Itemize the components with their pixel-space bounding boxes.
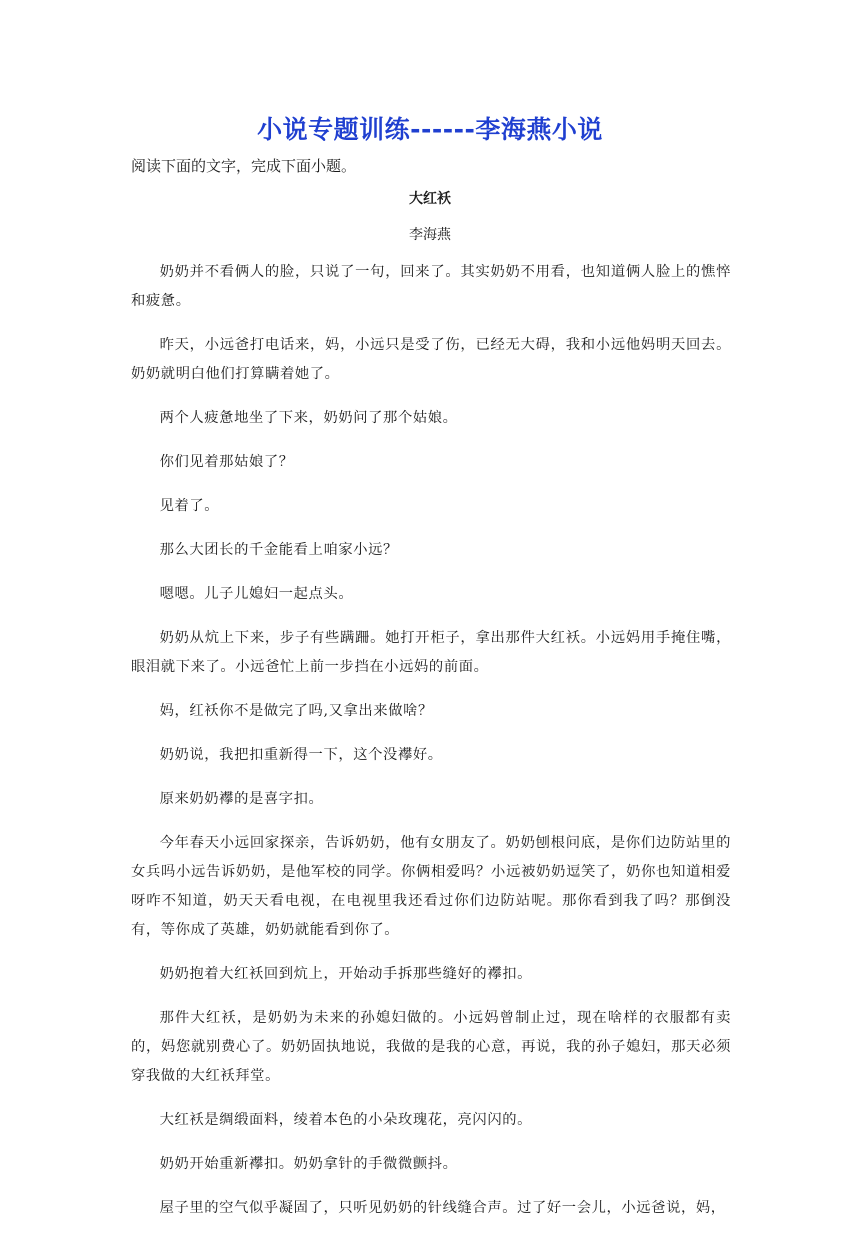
story-paragraph: 那件大红袄，是奶奶为未来的孙媳妇做的。小远妈曾制止过，现在啥样的衣服都有卖的，妈您就别费心了。奶奶固执地说，我做的是我的心意，再说，我的孙子媳妇，那天必须穿我做的大红袄拜堂。 xyxy=(131,1010,731,1084)
story-paragraph: 奶奶开始重新襻扣。奶奶拿针的手微微颤抖。 xyxy=(159,1156,458,1172)
story-paragraph: 大红袄是绸缎面料，绫着本色的小朵玫瑰花，亮闪闪的。 xyxy=(159,1112,533,1128)
story-author: 李海燕 xyxy=(409,227,451,243)
story-paragraph: 今年春天小远回家探亲，告诉奶奶，他有女朋友了。奶奶刨根问底，是你们边防站里的女兵吗小远告诉奶奶，是他军校的同学。你俩相爱吗？小远被奶奶逗笑了，奶你也知道相爱呀咋不知道，奶天天看电视，在电视里我还看过你们边防站呢。那你看到我了吗？那倒没有，等你成了英雄，奶奶就能看到你了。 xyxy=(131,835,731,938)
story-paragraph: 你们见着那姑娘了？ xyxy=(159,454,294,470)
story-paragraph: 嗯嗯。儿子儿媳妇一起点头。 xyxy=(159,586,354,602)
story-paragraph: 奶奶说，我把扣重新得一下，这个没襻好。 xyxy=(159,747,443,763)
story-paragraph: 原来奶奶襻的是喜字扣。 xyxy=(159,791,324,807)
story-paragraph: 两个人疲惫地坐了下来，奶奶问了那个姑娘。 xyxy=(159,410,458,426)
story-paragraph: 昨天，小远爸打电话来，妈，小远只是受了伤，已经无大碍，我和小远他妈明天回去。奶奶就明白他们打算瞒着她了。 xyxy=(131,337,731,382)
story-title: 大红袄 xyxy=(409,191,451,207)
story-paragraph: 妈，红袄你不是做完了吗,又拿出来做啥？ xyxy=(159,703,433,719)
story-paragraph: 见着了。 xyxy=(159,498,220,514)
story-paragraph: 奶奶抱着大红袄回到炕上，开始动手拆那些缝好的襻扣。 xyxy=(159,966,533,982)
story-paragraph: 奶奶从炕上下来，步子有些蹒跚。她打开柜子，拿出那件大红袄。小远妈用手掩住嘴，眼泪就下来了。小远爸忙上前一步挡在小远妈的前面。 xyxy=(131,630,731,675)
story-paragraph: 那么大团长的千金能看上咱家小远？ xyxy=(159,542,398,558)
document-title: 小说专题训练------李海燕小说 xyxy=(257,115,603,144)
story-body xyxy=(131,258,731,1238)
reading-instruction: 阅读下面的文字，完成下面小题。 xyxy=(131,157,357,175)
story-paragraph: 奶奶并不看俩人的脸，只说了一句，回来了。其实奶奶不用看，也知道俩人脸上的憔悴和疲惫。 xyxy=(131,264,731,309)
story-paragraph: 屋子里的空气似乎凝固了，只听见奶奶的针线缝合声。过了好一会儿，小远爸说，妈， xyxy=(159,1200,726,1216)
